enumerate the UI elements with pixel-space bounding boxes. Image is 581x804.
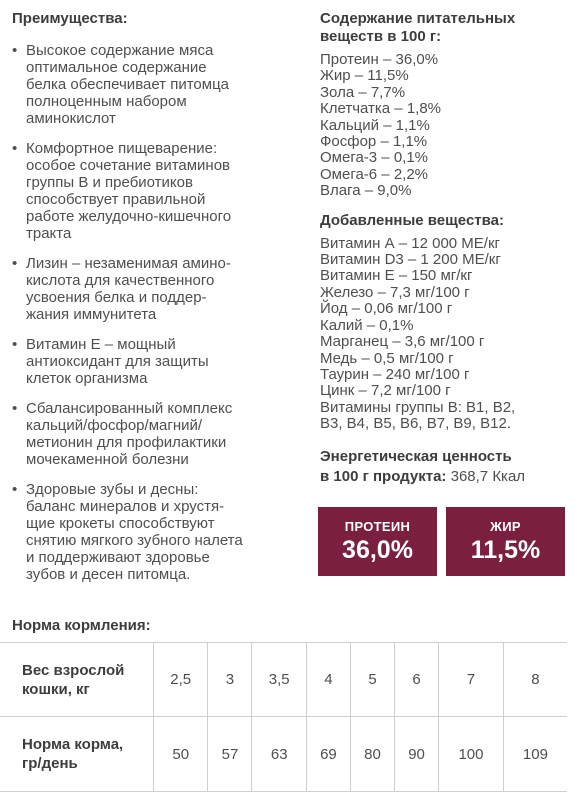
bullet-icon: •	[12, 336, 18, 353]
list-item: Медь – 0,5 мг/100 г	[320, 349, 454, 367]
row-header-weight	[0, 643, 154, 717]
list-item	[12, 140, 302, 242]
table-cell: 80	[350, 717, 394, 792]
advantages-list	[12, 42, 302, 583]
list-item-line: способствует правильной	[26, 191, 206, 208]
list-item-line: аминокислот	[26, 110, 116, 127]
list-item-line: работе желудочно-кишечного	[26, 208, 232, 225]
table-cell: 69	[306, 717, 350, 792]
table-cell: 7	[439, 643, 504, 717]
row-header-norm	[0, 717, 154, 792]
table-cell: 2,5	[154, 643, 208, 717]
list-item-line: Здоровые зубы и десны:	[26, 481, 199, 498]
list-item: Цинк – 7,2 мг/100 г	[320, 382, 451, 400]
list-item: Таурин – 240 мг/100 г	[320, 365, 470, 383]
list-item: Витамин D3 – 1 200 МЕ/кг	[320, 251, 501, 269]
additives-list	[320, 236, 575, 433]
additives-title: Добавленные вещества:	[320, 211, 504, 229]
list-item: Фосфор – 1,1%	[320, 133, 428, 151]
list-item: Омега-6 – 2,2%	[320, 165, 429, 183]
feeding-table	[0, 642, 567, 792]
bullet-icon: •	[12, 400, 18, 417]
fat-badge-label: ЖИР	[490, 518, 521, 534]
badges	[318, 507, 565, 576]
list-item-line: мочекаменной болезни	[26, 451, 189, 468]
advantages-section	[12, 10, 302, 596]
list-item: Витамин А – 12 000 МЕ/кг	[320, 234, 500, 252]
list-item: Калий – 0,1%	[320, 316, 414, 334]
list-item-line: полноценным набором	[26, 93, 187, 110]
list-item-line: особое сочетание витаминов	[26, 157, 231, 174]
list-item	[12, 481, 302, 583]
list-item: Жир – 11,5%	[320, 67, 409, 85]
list-item-line: усвоения белка и поддер-	[26, 289, 207, 306]
table-cell: 63	[252, 717, 306, 792]
list-item-line: снятию мягкого зубного налета	[26, 532, 243, 549]
list-item-line: и поддерживают здоровье	[26, 549, 210, 566]
list-item-line: антиоксидант для защиты	[26, 353, 209, 370]
list-item: Витамины группы В: В1, В2,	[320, 398, 516, 416]
energy-label: в 100 г продукта:	[320, 467, 447, 485]
row-header-line: кошки, кг	[22, 680, 90, 698]
composition-section	[320, 10, 575, 487]
nutrients-title-line2: веществ в 100 г:	[320, 28, 442, 45]
row-header-line: гр/день	[22, 755, 78, 772]
list-item	[12, 255, 302, 323]
list-item: Протеин – 36,0%	[320, 51, 439, 68]
list-item-line: белка обеспечивает питомца	[26, 76, 230, 93]
row-header-line: Норма корма,	[22, 736, 124, 753]
list-item: Клетчатка – 1,8%	[320, 100, 442, 118]
energy-kcal: 368,7 Ккал	[450, 467, 526, 485]
table-cell: 100	[439, 717, 504, 792]
list-item	[12, 400, 302, 468]
table-cell: 57	[208, 717, 252, 792]
list-item: Зола – 7,7%	[320, 83, 406, 101]
list-item: В3, В4, В5, В6, В7, В9, В12.	[320, 415, 511, 433]
list-item: Влага – 9,0%	[320, 182, 412, 200]
nutrients-title-line1: Содержание питательных	[320, 10, 516, 27]
list-item-line: тракта	[26, 225, 72, 242]
table-row	[0, 643, 567, 717]
list-item-line: жания иммунитета	[26, 306, 157, 323]
list-item-line: Сбалансированный комплекс	[26, 400, 233, 417]
advantages-title: Преимущества:	[12, 10, 128, 27]
table-cell: 3	[208, 643, 252, 717]
list-item: Витамин Е – 150 мг/кг	[320, 267, 473, 285]
table-cell: 4	[306, 643, 350, 717]
fat-badge-value: 11,5%	[470, 535, 541, 564]
list-item	[12, 42, 302, 127]
list-item: Марганец – 3,6 мг/100 г	[320, 333, 485, 351]
list-item-line: Лизин – незаменимая амино-	[26, 255, 231, 272]
row-header-line: Вес взрослой	[22, 661, 125, 679]
list-item-line: кислота для качественного	[26, 272, 215, 289]
list-item-line: группы В и пребиотиков	[26, 174, 193, 191]
list-item: Йод – 0,06 мг/100 г	[320, 300, 453, 318]
table-row	[0, 717, 567, 792]
table-cell: 109	[503, 717, 567, 792]
bullet-icon: •	[12, 481, 18, 498]
table-cell: 3,5	[252, 643, 306, 717]
table-cell: 8	[503, 643, 567, 717]
list-item-line: Витамин Е – мощный	[26, 336, 176, 353]
bullet-icon: •	[12, 42, 18, 59]
bullet-icon: •	[12, 140, 18, 157]
table-cell: 90	[395, 717, 439, 792]
nutrients-list	[320, 52, 575, 200]
feeding-title: Норма кормления:	[12, 617, 151, 634]
energy-value-block	[320, 447, 575, 487]
protein-badge	[318, 507, 437, 576]
list-item-line: зубов и десен питомца.	[26, 566, 191, 583]
list-item-line: кальций/фосфор/магний/	[26, 417, 203, 434]
list-item-line: Высокое содержание мяса	[26, 42, 214, 59]
list-item	[12, 336, 302, 387]
energy-line2	[320, 467, 575, 487]
list-item: Кальций – 1,1%	[320, 116, 430, 134]
table-cell: 5	[350, 643, 394, 717]
list-item: Железо – 7,3 мг/100 г	[320, 283, 470, 301]
list-item-line: Комфортное пищеварение:	[26, 140, 218, 157]
list-item-line: баланс минералов и хрустя-	[26, 498, 225, 515]
nutrients-title	[320, 10, 575, 46]
list-item-line: метионин для профилактики	[26, 434, 227, 451]
protein-badge-label: ПРОТЕИН	[344, 518, 411, 534]
table-cell: 6	[395, 643, 439, 717]
list-item-line: клеток организма	[26, 370, 148, 387]
list-item-line: оптимальное содержание	[26, 59, 207, 76]
table-cell: 50	[154, 717, 208, 792]
list-item-line: щие крокеты способствуют	[26, 515, 215, 532]
fat-badge	[446, 507, 565, 576]
protein-badge-value: 36,0%	[342, 535, 413, 564]
list-item: Омега-3 – 0,1%	[320, 149, 429, 167]
energy-line1: Энергетическая ценность	[320, 447, 512, 465]
bullet-icon: •	[12, 255, 18, 272]
